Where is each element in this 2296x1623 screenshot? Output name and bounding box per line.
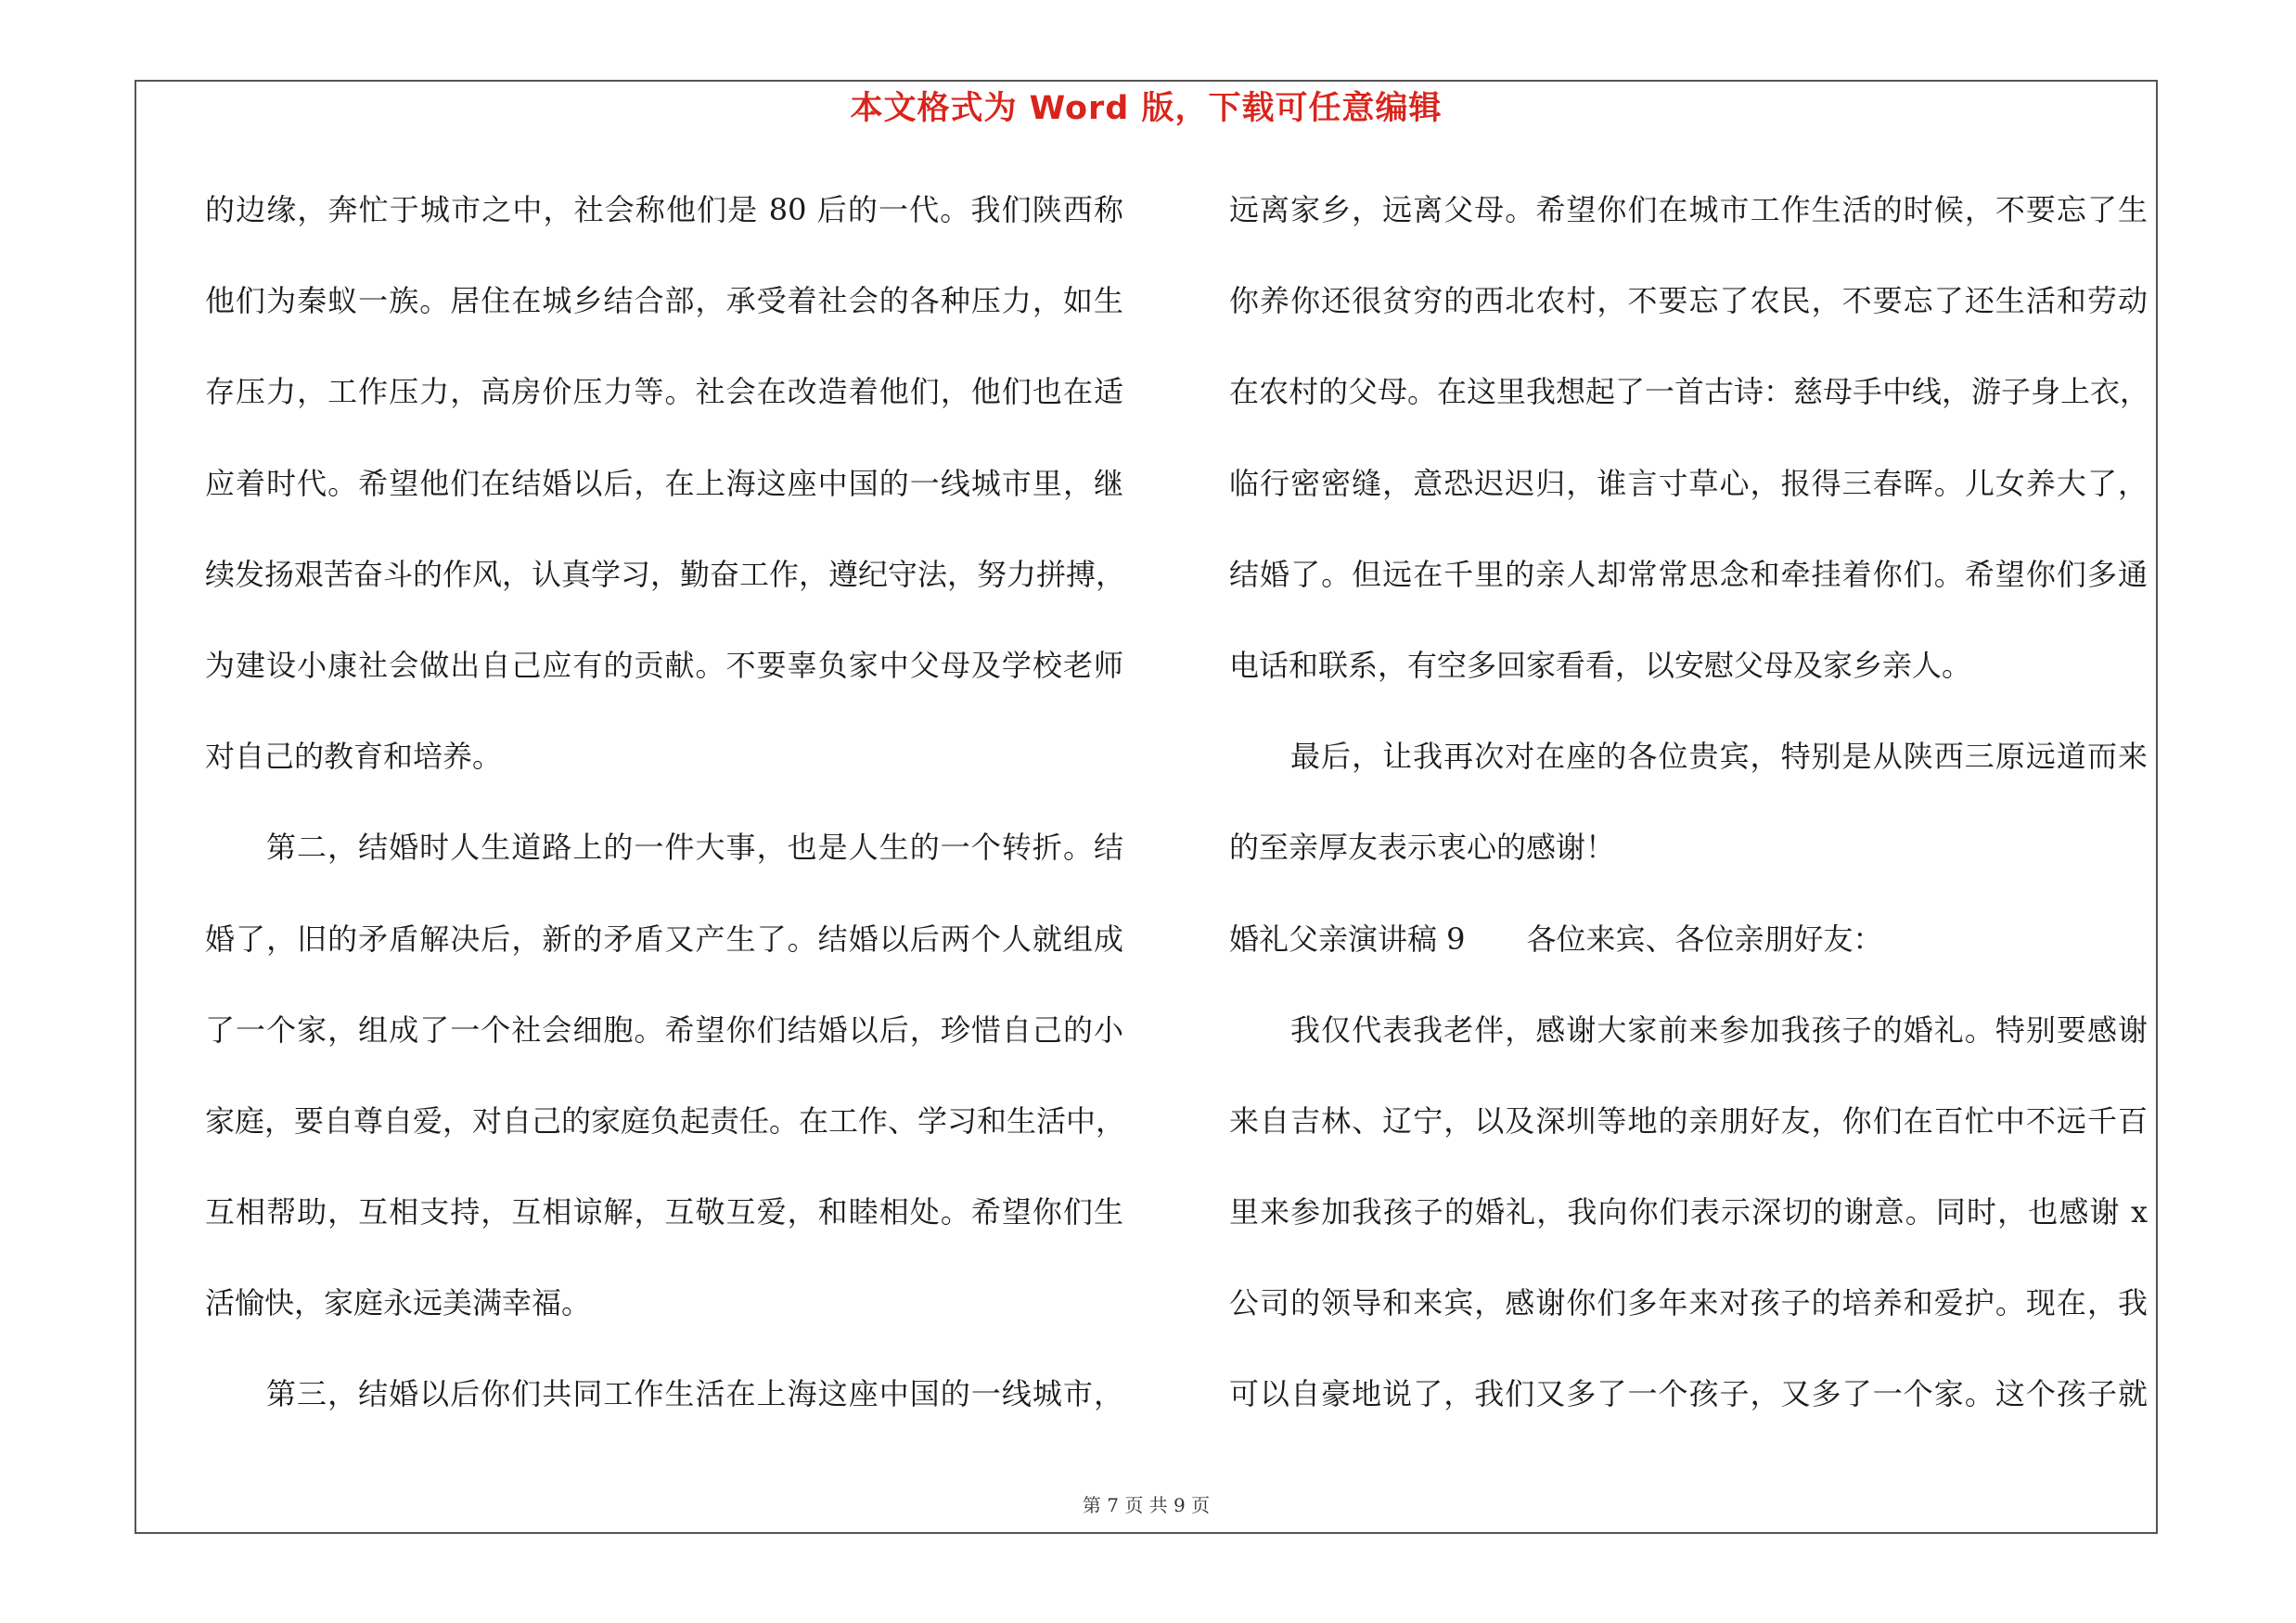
speech-title: 婚礼父亲演讲稿 9 xyxy=(1229,921,1466,957)
paragraph-line: 最后，让我再次对在座的各位贵宾，特别是从陕西三原远道而来 xyxy=(1290,739,2148,775)
paragraph-line: 第三，结婚以后你们共同工作生活在上海这座中国的一线城市， xyxy=(266,1376,1123,1412)
paragraph-line: 存压力，工作压力，高房价压力等。社会在改造着他们，他们也在适 xyxy=(205,374,1123,410)
paragraph-line: 远离家乡，远离父母。希望你们在城市工作生活的时候，不要忘了生 xyxy=(1229,192,2148,227)
paragraph-line: 公司的领导和来宾，感谢你们多年来对孩子的培养和爱护。现在，我 xyxy=(1229,1285,2148,1321)
paragraph-line: 你养你还很贫穷的西北农村，不要忘了农民，不要忘了还生活和劳动 xyxy=(1229,283,2148,319)
paragraph-line: 里来参加我孩子的婚礼，我向你们表示深切的谢意。同时，也感谢 x xyxy=(1229,1194,2148,1230)
paragraph-line: 他们为秦蚁一族。居住在城乡结合部，承受着社会的各种压力，如生 xyxy=(205,283,1123,319)
paragraph-line: 电话和联系，有空多回家看看，以安慰父母及家乡亲人。 xyxy=(1229,647,1972,683)
paragraph-line: 了一个家，组成了一个社会细胞。希望你们结婚以后，珍惜自己的小 xyxy=(205,1011,1123,1048)
right-text-column xyxy=(1229,182,2148,1458)
paragraph-line: 互相帮助，互相支持，互相谅解，互敬互爱，和睦相处。希望你们生 xyxy=(205,1194,1123,1230)
paragraph-line: 续发扬艰苦奋斗的作风，认真学习，勤奋工作，遵纪守法，努力拼搏， xyxy=(205,556,1126,592)
paragraph-line: 对自己的教育和培养。 xyxy=(205,739,503,775)
page-number-footer: 第 7 页 共 9 页 xyxy=(1082,1494,1211,1516)
paragraph-line: 家庭，要自尊自爱，对自己的家庭负起责任。在工作、学习和生活中， xyxy=(205,1102,1126,1139)
paragraph-line: 婚了，旧的矛盾解决后，新的矛盾又产生了。结婚以后两个人就组成 xyxy=(205,921,1123,957)
paragraph-line: 结婚了。但远在千里的亲人却常常思念和牵挂着你们。希望你们多通 xyxy=(1229,556,2148,592)
speech-greeting: 各位来宾、各位亲朋好友： xyxy=(1526,921,1883,957)
paragraph-line: 第二，结婚时人生道路上的一件大事，也是人生的一个转折。结 xyxy=(266,830,1123,866)
paragraph-line: 为建设小康社会做出自己应有的贡献。不要辜负家中父母及学校老师 xyxy=(205,647,1123,683)
paragraph-line: 活愉快，家庭永远美满幸福。 xyxy=(205,1285,592,1321)
paragraph-line: 可以自豪地说了，我们又多了一个孩子，又多了一个家。这个孩子就 xyxy=(1229,1376,2148,1412)
paragraph-line: 应着时代。希望他们在结婚以后，在上海这座中国的一线城市里，继 xyxy=(205,465,1123,501)
paragraph-line: 我仅代表我老伴，感谢大家前来参加我孩子的婚礼。特别要感谢 xyxy=(1290,1011,2148,1048)
word-format-banner: 本文格式为 Word 版，下载可任意编辑 xyxy=(850,90,1443,127)
paragraph-line: 在农村的父母。在这里我想起了一首古诗：慈母手中线，游子身上衣， xyxy=(1229,374,2150,410)
speech-heading xyxy=(1229,911,2148,1002)
paragraph-line: 来自吉林、辽宁，以及深圳等地的亲朋好友，你们在百忙中不远千百 xyxy=(1229,1102,2148,1139)
paragraph-line: 的边缘，奔忙于城市之中，社会称他们是 80 后的一代。我们陕西称 xyxy=(205,192,1123,227)
paragraph-line: 的至亲厚友表示衷心的感谢！ xyxy=(1229,830,1616,866)
left-text-column xyxy=(205,182,1126,1458)
paragraph-line: 临行密密缝，意恐迟迟归，谁言寸草心，报得三春晖。儿女养大了， xyxy=(1229,465,2148,501)
